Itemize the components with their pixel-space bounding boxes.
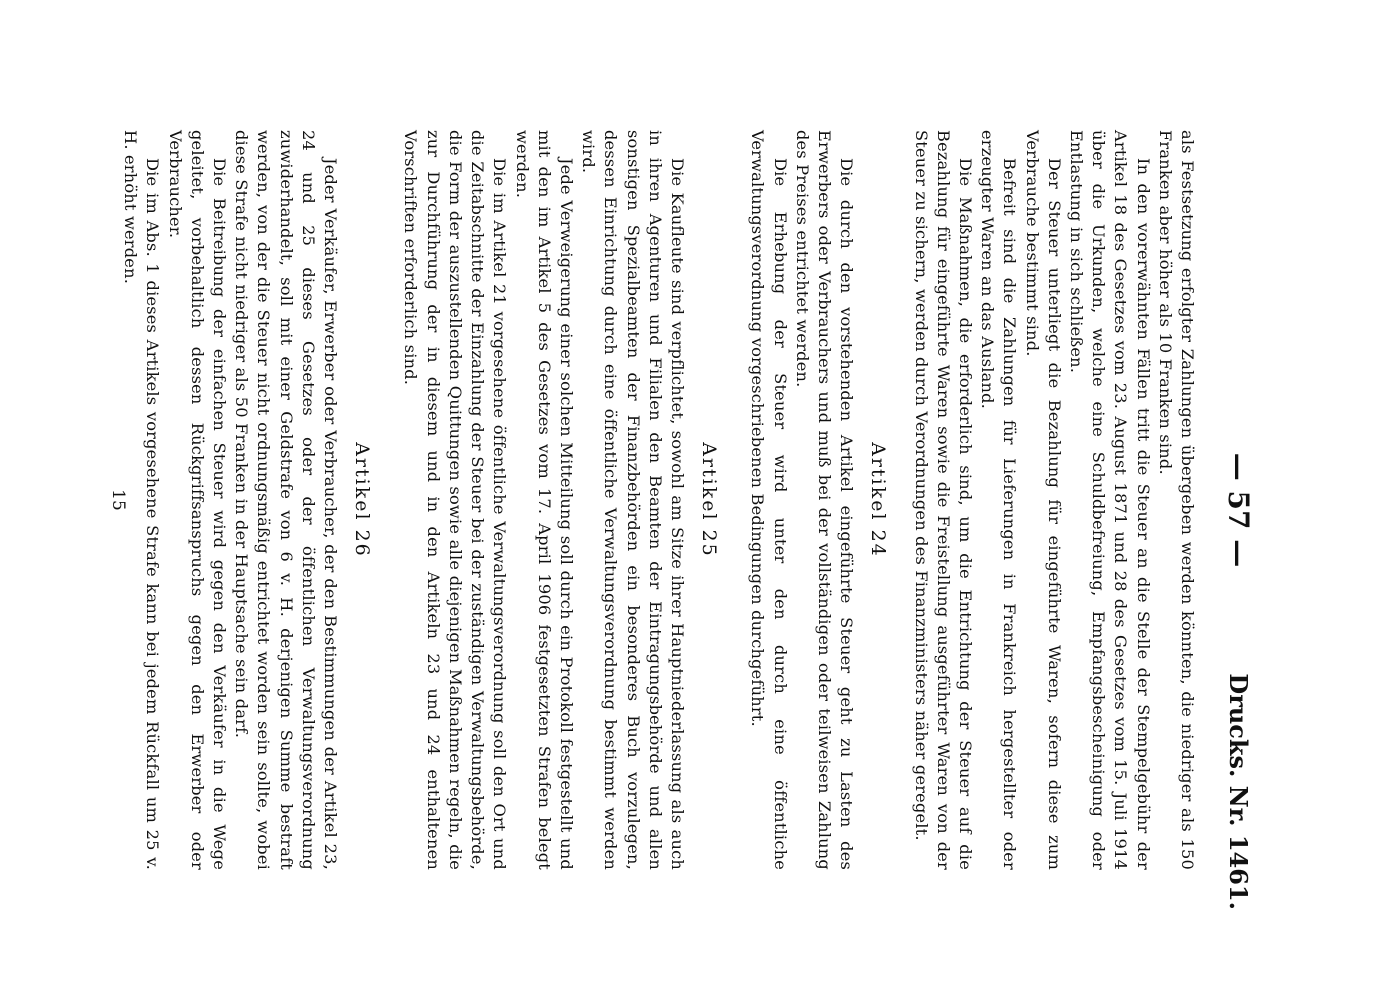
- paragraph: Befreit sind die Zahlungen für Lieferungen in Frankreich hergestellter oder erzeugter Waren an das Ausland.: [978, 130, 1020, 870]
- paragraph: als Festsetzung erfolgter Zahlungen übergeben werden könnten, die niedriger als 150 Franken aber höher als 10 Franken sind.: [1155, 130, 1197, 870]
- paragraph: Die Kaufleute sind verpflichtet, sowohl am Sitze ihrer Hauptniederlassung als auch in ihren Agenturen und Filialen den Beamten der Eintragungsbehörde und allen sonstigen Spezialbeamten der Finanzbehörden ein besonderes Buch vorzulegen, dessen Einrichtung durch eine öffentliche Verwaltungsverordnung bestimmt werden wird.: [579, 130, 687, 870]
- paragraph: Jede Verweigerung einer solchen Mitteilung soll durch ein Protokoll festgestellt und mit den im Artikel 5 des Gesetzes vom 17. April 1906 festgesetzten Strafen belegt werden.: [512, 130, 576, 870]
- paragraph: Der Steuer unterliegt die Bezahlung für eingeführte Waren, sofern diese zum Verbrauche bestimmt sind.: [1022, 130, 1064, 870]
- paragraph: In den vorerwähnten Fällen tritt die Steuer an die Stelle der Stempelgebühr der Artikel 18 des Gesetzes vom 23. August 1871 und 28 des Gesetzes vom 15. Juli 1914 über die Urkunden, welche eine Schuldbefreiung, Empfangsbescheinigung oder Entlastung in sich schließen.: [1066, 130, 1153, 870]
- article-heading-25: Artikel 25: [698, 442, 721, 558]
- document-reference: Drucks. Nr. 1461.: [1224, 673, 1253, 910]
- sheet-number: 15: [108, 489, 128, 511]
- page-number: — 57 —: [1222, 452, 1255, 568]
- article-heading-24: Artikel 24: [867, 442, 890, 558]
- paragraph: Die Maßnahmen, die erforderlich sind, um die Entrichtung der Steuer auf die Bezahlung für eingeführte Waren sowie die Freistellung ausgeführter Waren von der Steuer zu sichern, werden durch Verordnungen des Finanzministers näher geregelt.: [911, 130, 975, 870]
- paragraph: Die durch den vorstehenden Artikel eingeführte Steuer geht zu Lasten des Erwerbers oder Verbrauchers und muß bei der vollständigen oder teilweisen Zahlung des Preises entrichtet werden.: [792, 130, 857, 870]
- paragraph: Die Beitreibung der einfachen Steuer wird gegen den Verkäufer in die Wege geleitet, vorbehaltlich dessen Rückgriffsanspruchs gegen den Erwerber oder Verbraucher.: [165, 130, 230, 870]
- paragraph: Die Erhebung der Steuer wird unter den durch eine öffentliche Verwaltungsverordnung vorgeschriebenen Bedingungen durchgeführt.: [748, 130, 790, 870]
- article-heading-26: Artikel 26: [351, 442, 374, 558]
- paragraph: Die im Abs. 1 dieses Artikels vorgesehene Strafe kann bei jedem Rückfall um 25 v. H. erhöht werden.: [121, 130, 163, 870]
- paragraph: Jeder Verkäufer, Erwerber oder Verbraucher, der den Bestimmungen der Artikel 23, 24 und 25 dieses Gesetzes oder der öffentlichen Verwaltungsverordnung zuwiderhandelt, soll mit einer Geldstrafe von 6 v. H. derjenigen Summe bestraft werden, von der die Steuer nicht ordnungsmäßig entrichtet worden sein sollte, wobei diese Strafe nicht niedriger als 50 Franken in der Hauptsache sein darf.: [232, 130, 341, 870]
- document-body: [119, 130, 1198, 870]
- page-header: [1215, 0, 1255, 1000]
- paragraph: Die im Artikel 21 vorgesehene öffentliche Verwaltungsverordnung soll den Ort und die Zeitabschnitte der Einzahlung der Steuer bei der zuständigen Verwaltungsbehörde, die Form der auszustellenden Quittungen sowie alle diejenigen Maßnahmen regeln, die zur Durchführung der in diesem und in den Artikeln 23 und 24 enthaltenen Vorschriften erforderlich sind.: [401, 130, 510, 870]
